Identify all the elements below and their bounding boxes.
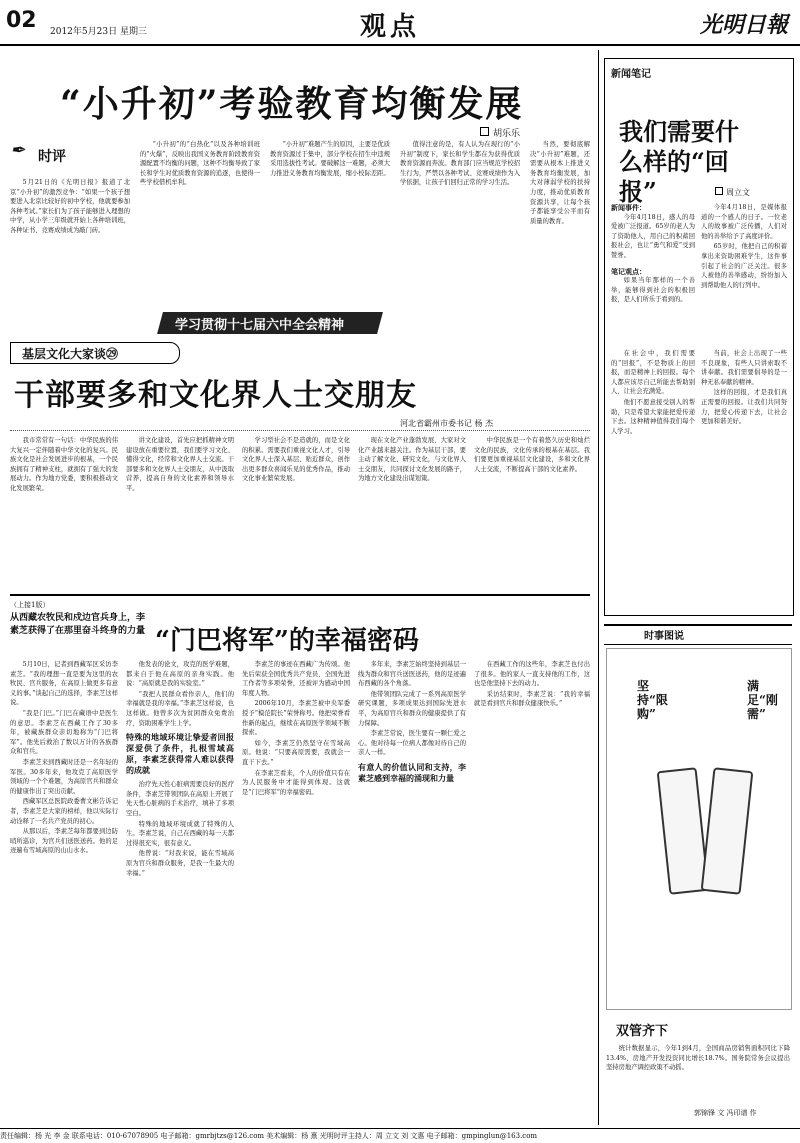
article1-col2: “小升初”的“白热化”以及各种培训班的“火爆”，反映出我国义务教育阶段教育资源配置不均衡的问题，这种不均衡导致了家长和学生对优质教育资源的追逐，也使得一些学校借机牟利。 (140, 141, 260, 187)
cartoon-panel (604, 624, 792, 1124)
article3-subhead: 特殊的地域环境让挚爱者回报深爱供了条件，扎根雪域高原，李素芝获得常人难以获得的成就 (126, 732, 234, 776)
page-header (0, 0, 800, 46)
article2-col2: 讲文化建设，首先应把抓精神文明建设放在重要位置，我们要学习文化、懂得文化，经常和文化界人士交流。干部要多和文化界人士交朋友，从中汲取营养，提高自身的文化素养和领导水平。 (126, 437, 234, 492)
sidebar-col-c: 当前，社会上出现了一些不良现象，有些人只讲索取不讲奉献。我们需要倡导的是一种无私奉献的精神。 这样的回报，才是我们真正需要的回报。让我们共同努力，把爱心传递下去，让社会更加和谐美好。 (701, 350, 787, 426)
cartoon-left-label: 坚持“限购” (637, 679, 668, 721)
article3-col2: 他发表的论文，攻克的医学难题，都来自于他在高原的亲身实践。他说：“高原就是我的实验室。” “我把人民群众看作亲人，他们的幸福就是我的幸福。”李素芝这样说，也这样做。他曾多次为贫困群众免费治疗，资助困难学生上学。 特殊的地域环境让挚爱者回报深爱供了条件，扎根雪域高原，李素芝获得常人难以获得的成就 治疗先天性心脏病需要良好的医疗条件，李素芝带领团队在高原上开展了先天性心脏病的手术治疗，填补了多项空白。 特殊的地域环境成就了特殊的人生。李素芝说，自己在西藏的每一天都过得很充实，很有意义。 他曾说：“对我来说，能在雪域高原为官兵和群众服务，是我一生最大的幸福。” (126, 661, 234, 877)
article2-col4: 现在文化产业蓬勃发展，大家对文化产业越来越关注。作为基层干部，要主动了解文化、研究文化，与文化界人士交朋友，共同探讨文化发展的路子，为地方文化建设出谋划策。 (358, 437, 466, 483)
column-tag: ✒ 时评 (10, 140, 66, 165)
article3-subhead-2: 有意人的价值认同和支持，李素芝感到幸福的涌现和力量 (358, 761, 466, 783)
page-footer: 责任编辑：杨 光 李 金 联系电话：010-67078905 电子邮箱：gmrbjtzs@126.com 美术编辑：杨 熹 光明时评主持人：周 立文 刘 文惠 电子邮箱：gmpinglun@163.com (0, 1128, 800, 1141)
article1-col3: “小升初”难题产生的原因，主要是优质教育资源过于集中，部分学校在招生中违规采用选拔性考试。要破解这一难题，必须大力推进义务教育均衡发展，缩小校际差距。 (270, 141, 390, 177)
article1-author: 胡乐乐 (480, 126, 520, 139)
article3-title: “门巴将军”的幸福密码 (155, 626, 419, 656)
article3-lead: （上接1版） (10, 601, 50, 609)
article2-col3: 学习型社会不是造就的，而是文化的积累。需要我们重视文化人才，引导文化界人士深入基层、贴近群众，创作出更多群众喜闻乐见的优秀作品，推动文化事业繁荣发展。 (242, 437, 350, 483)
article1-col1: 5月21日的《光明日报》报道了北京“小升初”的激烈竞争：“如果一个孩子想要进入北京比较好的初中学校，他就要参加各种考试。”家长们为了孩子能够进入理想的中学，从小学三年级就开始上各种培训班，各种证书、竞赛成绩成为敲门砖。 (10, 179, 130, 234)
column-divider (598, 50, 599, 1125)
article2-col1: 我市常常有一句话：中华民族的伟大复兴一定伴随着中华文化的复兴。民族文化是社会发展进步的根基，一个民族拥有了精神支柱，就拥有了强大的发展动力。作为地方党委，要积极推动文化发展繁荣。 (10, 437, 118, 492)
cartoon-frame (606, 648, 792, 1010)
series-label: 基层文化大家谈㉙ (22, 347, 119, 361)
article2-col5: 中华民族是一个有着悠久历史和灿烂文化的民族，文化传承的根基在基层。我们要更加重视基层文化建设，多和文化界人士交流，不断提高干部的文化素养。 (474, 437, 590, 473)
cartoon-title: 双管齐下 (616, 1024, 669, 1039)
article3-col3: 李素芝的事迹在西藏广为传颂。他先后荣获全国优秀共产党员、全国先进工作者等多项荣誉，还被评为感动中国年度人物。 2006年10月，李素芝被中央军委授予“模范院长”荣誉称号。他把荣誉看作新的起点，继续在高原医学领域不断探索。 如今，李素芝仍然坚守在雪域高原。他说：“只要高原需要，我就会一直干下去。” 在李素芝看来，个人的价值只有在为人民服务中才能得到体现。这就是“门巴将军”的幸福密码。 (242, 661, 350, 796)
banner-text: 学习贯彻十七届六中全会精神 (175, 318, 345, 333)
sidebar-col-a: 今年4月18日，是媒体报道的一个感人的日子。一位老人的故事被广泛传播，人们对他的善举给予了高度评价。 65岁时，他把自己的积蓄拿出来资助困难学生，这件事引起了社会的广泛关注。很多人被他的善举感动，纷纷加入到帮助他人的行列中。 (701, 204, 787, 289)
cartoon-section-label: 时事图说 (644, 631, 684, 642)
article2-title: 干部要多和文化界人士交朋友 (14, 378, 417, 413)
article3-deck: 从西藏农牧民和戍边官兵身上，李素芝获得了在那里奋斗终身的力量 (10, 613, 146, 636)
page-number: 02 (6, 8, 37, 33)
sidebar-title: 我们需要什么样的“回报” (619, 117, 739, 206)
sidebar-author: 周立文 (715, 187, 750, 198)
section-rule (10, 594, 590, 596)
sidebar-box (604, 58, 794, 616)
article1-col4: 值得注意的是，有人认为在现行的“小升初”制度下，家长和学生都在为获得优质教育资源而奔波。教育部门应当规范学校招生行为，严禁以各种考试、竞赛成绩作为入学依据，让孩子们回归正常的学习生活。 (400, 141, 520, 187)
quill-icon: ✒ (10, 140, 26, 161)
article3-col4: 多年来，李素芝始终坚持到基层一线为群众和官兵送医送药，他的足迹遍布西藏的各个角落。 他带领团队完成了一系列高原医学研究课题，多项成果达到国际先进水平，为高原官兵和群众的健康提供了有力保障。 李素芝常说，医生要有一颗仁爱之心。他对待每一位病人都像对待自己的亲人一样。 有意人的价值认同和支持，李素芝感到幸福的涌现和力量 (358, 661, 466, 783)
sidebar-section-label: 新闻笔记 (611, 69, 651, 80)
issue-date: 2012年5月23日 星期三 (50, 27, 147, 37)
masthead-logo: 光明日報 (700, 12, 789, 38)
article3-col5: 在西藏工作的这些年，李素芝也付出了很多。他的家人一直支持他的工作，这也是他坚持下去的动力。 采访结束时，李素芝说：“我的幸福就是看到官兵和群众健康快乐。” (474, 661, 590, 708)
author-box-icon (480, 127, 489, 136)
sidebar-col-b: 在社会中，我们需要的“回报”，不是物质上的回报，而是精神上的回报。每个人都应该尽自己所能去帮助别人，让社会充满爱。 他们不愿意接受别人的帮助，只是希望大家能把爱传递下去。这种精神值得我们每个人学习。 (611, 350, 695, 435)
article1-title: “小升初”考验教育均衡发展 (60, 83, 524, 125)
article3-col1: 5月10日，记者到西藏军区采访李素芝。“我的理想一直是要为这里的农牧民、官兵服务，在高原上做更多有意义的事。”谈起自己的选择，李素芝这样说。 “我是门巴。”门巴在藏语中是医生的意思。李素芝在西藏工作了30多年，被藏族群众亲切地称为“门巴将军”。他先后救治了数以万计的各族群众和官兵。 李素芝来到西藏时还是一名年轻的军医。30多年来，他攻克了高原医学领域的一个个难题，为高原官兵和群众的健康作出了突出贡献。 西藏军区总医院政委曹文彬告诉记者，李素芝是大家的榜样，他以实际行动诠释了一名共产党员的初心。 从那以后，李素芝每年都要到边防哨所巡诊，为官兵们送医送药。他的足迹遍布雪域高原的山山水水。 (10, 661, 118, 855)
cartoon-caption: 统计数据显示，今年1到4月，全国商品房销售面积同比下降13.4%，房地产开发投资同比增长18.7%。国务院常务会议提出坚持房地产调控政策不动摇。 (606, 1045, 790, 1072)
article1-col5: 当然，要彻底解决“小升初”难题，还需要从根本上推进义务教育均衡发展，加大对薄弱学校的扶持力度，推动优质教育资源共享，让每个孩子都能享受公平而有质量的教育。 (530, 141, 590, 225)
article2-byline: 河北省霸州市委书记 杨 杰 (400, 419, 494, 428)
cartoon-author: 郭锦锋 文 冯印谱 作 (694, 1109, 757, 1117)
cartoon-right-label: 满足“刚需” (747, 679, 778, 721)
cartoon-header (604, 624, 792, 645)
divider (10, 430, 590, 431)
section-title: 观点 (360, 12, 421, 42)
right-pencil-icon (701, 767, 754, 895)
sidebar-news: 新闻事件： 今年4月18日，感人的母爱被广泛报道。65岁的老人为了资助他人，用自己的积蓄回报社会，也让“勇气和爱”受到赞誉。 笔记观点： 如果当年那样的一个善举，能够得到社会的积极回报，是人们所乐于看到的。 (611, 203, 695, 304)
author-box-icon (715, 187, 723, 195)
